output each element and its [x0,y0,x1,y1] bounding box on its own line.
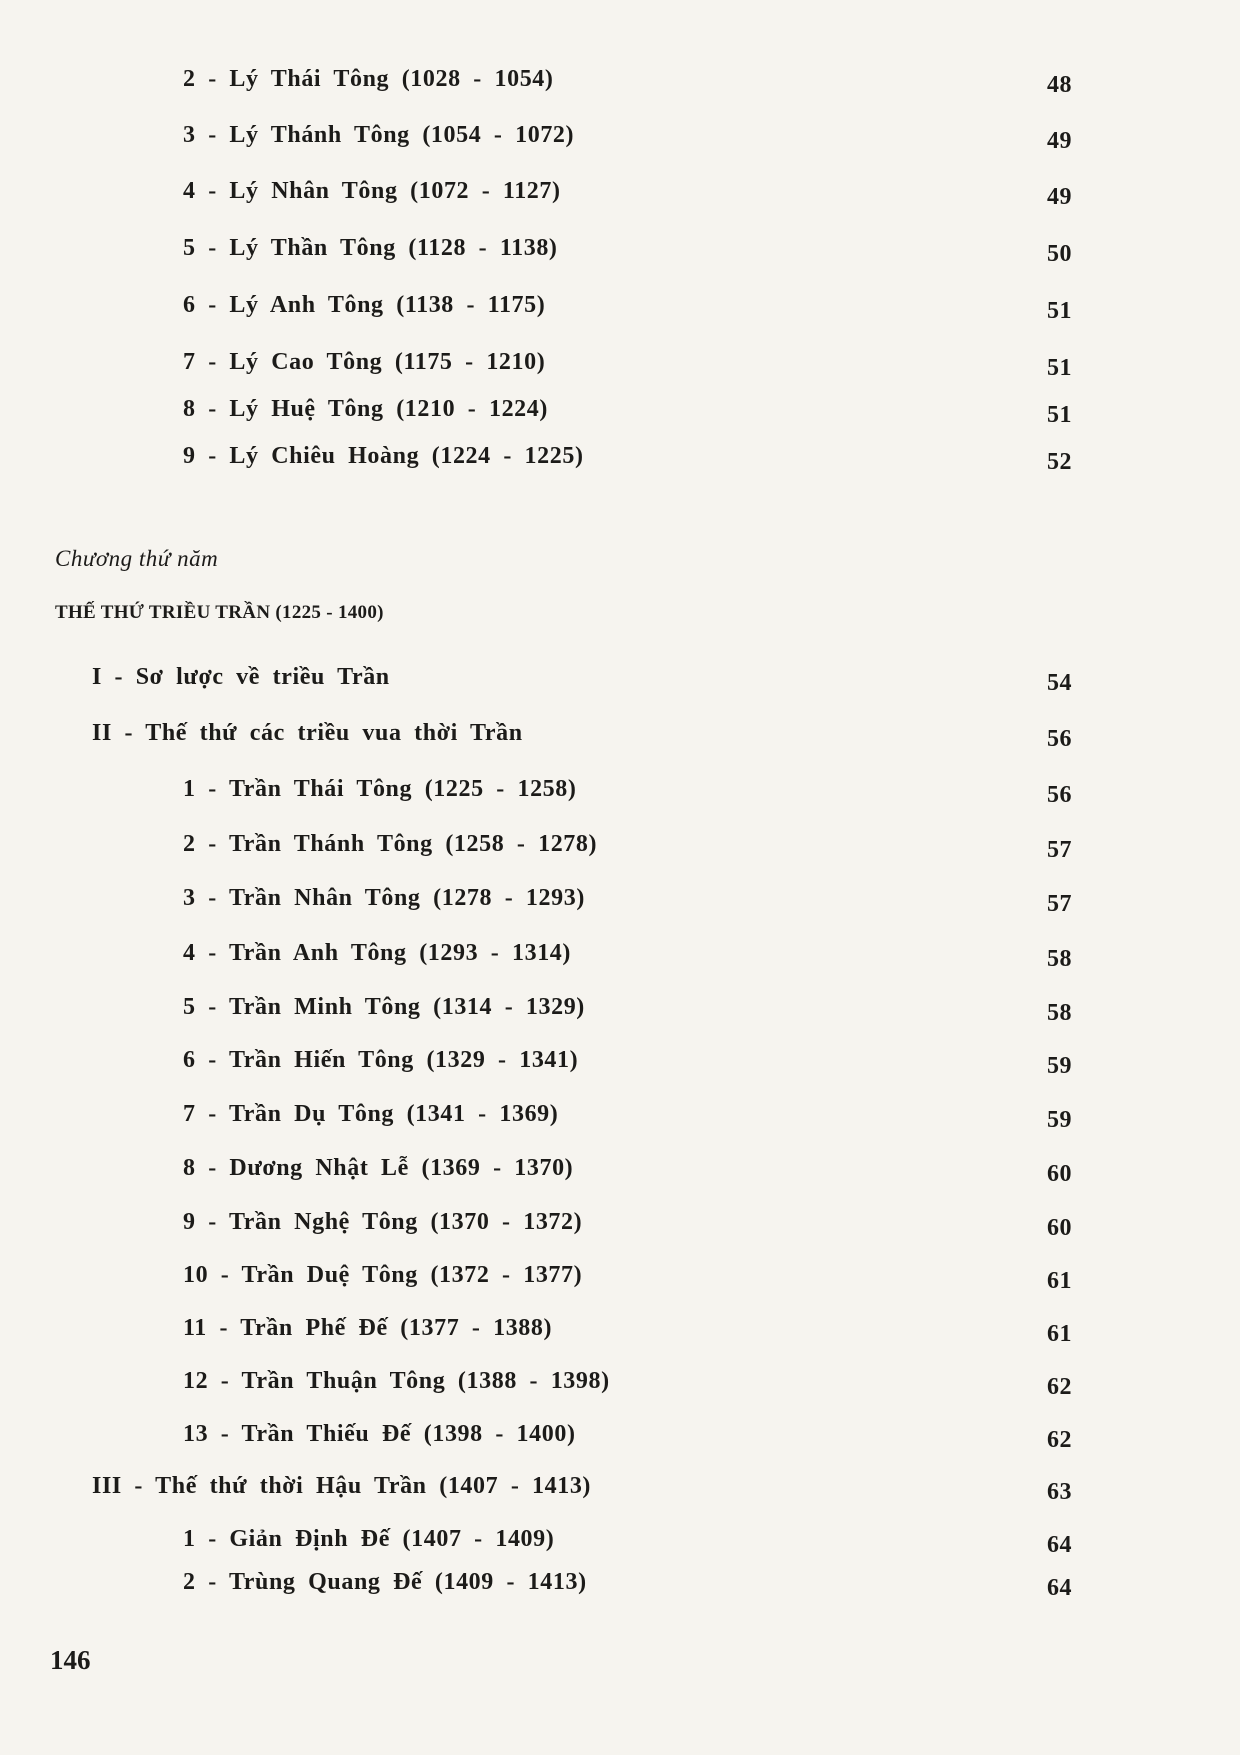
section-page: 56 [1047,726,1072,752]
section-title: I - Sơ lược về triều Trần [92,664,390,690]
toc-entry [0,1047,1240,1087]
entry-title: 6 - Trần Hiến Tông (1329 - 1341) [183,1047,579,1073]
toc-entry [0,831,1240,871]
toc-entry [0,396,1240,436]
toc-entry [0,122,1240,162]
toc-entry [0,1262,1240,1302]
entry-page: 51 [1047,355,1072,381]
entry-title: 7 - Lý Cao Tông (1175 - 1210) [183,349,546,375]
entry-page: 58 [1047,946,1072,972]
entry-title: 2 - Trùng Quang Đế (1409 - 1413) [183,1569,587,1595]
entry-page: 62 [1047,1427,1072,1453]
toc-section [0,1473,1240,1513]
entry-page: 49 [1047,184,1072,210]
entry-page: 58 [1047,1000,1072,1026]
toc-section [0,664,1240,704]
entry-title: 2 - Lý Thái Tông (1028 - 1054) [183,66,554,92]
toc-entry [0,235,1240,275]
toc-entry [0,1569,1240,1609]
entry-title: 11 - Trần Phế Đế (1377 - 1388) [183,1315,553,1341]
entry-title: 4 - Lý Nhân Tông (1072 - 1127) [183,178,561,204]
entry-page: 60 [1047,1215,1072,1241]
entry-page: 64 [1047,1532,1072,1558]
entry-page: 59 [1047,1107,1072,1133]
entry-page: 56 [1047,782,1072,808]
toc-entry [0,1209,1240,1249]
entry-title: 1 - Trần Thái Tông (1225 - 1258) [183,776,577,802]
entry-title: 8 - Lý Huệ Tông (1210 - 1224) [183,396,548,422]
toc-entry [0,1526,1240,1566]
entry-page: 61 [1047,1321,1072,1347]
toc-section [0,720,1240,760]
entry-page: 62 [1047,1374,1072,1400]
toc-entry [0,885,1240,925]
entry-page: 61 [1047,1268,1072,1294]
entry-title: 5 - Lý Thần Tông (1128 - 1138) [183,235,558,261]
toc-entry [0,66,1240,106]
entry-title: 3 - Lý Thánh Tông (1054 - 1072) [183,122,575,148]
toc-entry [0,1315,1240,1355]
page-number: 146 [50,1645,91,1675]
entry-title: 9 - Trần Nghệ Tông (1370 - 1372) [183,1209,583,1235]
entry-page: 64 [1047,1575,1072,1601]
entry-page: 57 [1047,891,1072,917]
entry-title: 10 - Trần Duệ Tông (1372 - 1377) [183,1262,583,1288]
toc-entry [0,994,1240,1034]
entry-title: 6 - Lý Anh Tông (1138 - 1175) [183,292,546,318]
entry-title: 12 - Trần Thuận Tông (1388 - 1398) [183,1368,610,1394]
section-page: 54 [1047,670,1072,696]
toc-entry [0,292,1240,332]
entry-page: 52 [1047,449,1072,475]
entry-title: 7 - Trần Dụ Tông (1341 - 1369) [183,1101,559,1127]
entry-page: 51 [1047,298,1072,324]
toc-entry [0,349,1240,389]
section-page: 63 [1047,1479,1072,1505]
section-title: III - Thế thứ thời Hậu Trần (1407 - 1413) [92,1473,592,1499]
entry-title: 9 - Lý Chiêu Hoàng (1224 - 1225) [183,443,584,469]
entry-title: 1 - Giản Định Đế (1407 - 1409) [183,1526,555,1552]
toc-entry [0,178,1240,218]
entry-title: 13 - Trần Thiếu Đế (1398 - 1400) [183,1421,576,1447]
entry-title: 5 - Trần Minh Tông (1314 - 1329) [183,994,585,1020]
toc-entry [0,443,1240,483]
entry-title: 8 - Dương Nhật Lễ (1369 - 1370) [183,1155,574,1181]
section-title: II - Thế thứ các triều vua thời Trần [92,720,523,746]
entry-page: 57 [1047,837,1072,863]
entry-title: 3 - Trần Nhân Tông (1278 - 1293) [183,885,585,911]
entry-page: 59 [1047,1053,1072,1079]
toc-entry [0,1155,1240,1195]
toc-entry [0,776,1240,816]
chapter-title: THẾ THỨ TRIỀU TRẦN (1225 - 1400) [55,602,384,623]
entry-page: 48 [1047,72,1072,98]
toc-entry [0,1101,1240,1141]
toc-entry [0,1421,1240,1461]
chapter-label: Chương thứ năm [55,546,219,571]
toc-entry [0,1368,1240,1408]
entry-title: 4 - Trần Anh Tông (1293 - 1314) [183,940,571,966]
entry-page: 51 [1047,402,1072,428]
entry-title: 2 - Trần Thánh Tông (1258 - 1278) [183,831,598,857]
toc-entry [0,940,1240,980]
entry-page: 50 [1047,241,1072,267]
entry-page: 60 [1047,1161,1072,1187]
entry-page: 49 [1047,128,1072,154]
